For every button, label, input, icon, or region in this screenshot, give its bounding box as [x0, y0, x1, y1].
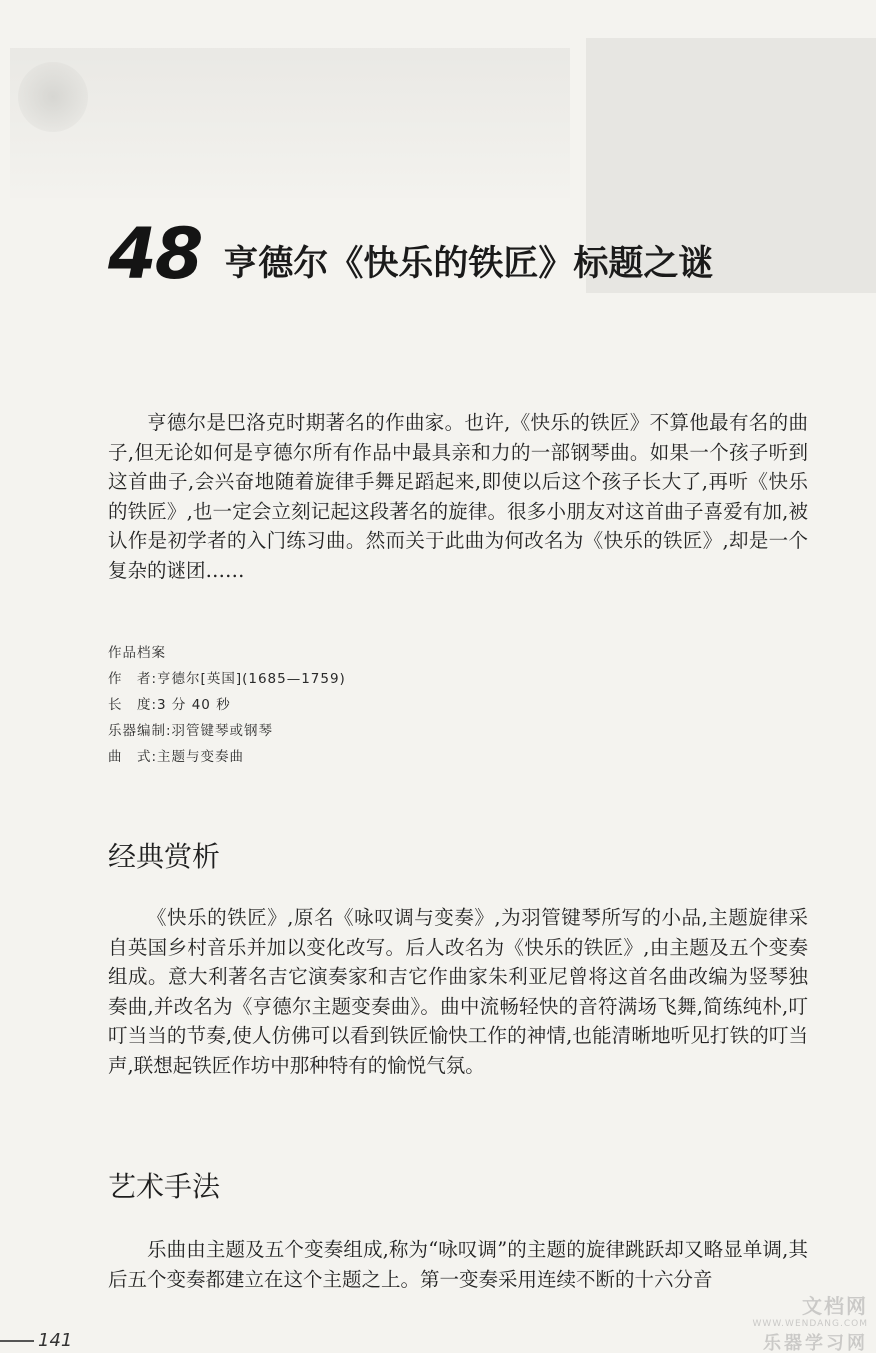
page-number-rule	[0, 1340, 34, 1342]
section-heading-appreciation: 经典赏析	[108, 840, 221, 873]
site-watermark	[693, 1290, 868, 1353]
work-profile	[108, 640, 346, 770]
watermark-subtitle: 乐器学习网	[763, 1333, 868, 1353]
watermark-logo: 文档网	[802, 1294, 868, 1318]
profile-duration: 长 度:3 分 40 秒	[108, 697, 231, 713]
chapter-title: 亨德尔《快乐的铁匠》标题之谜	[223, 244, 714, 284]
intro-paragraph: 亨德尔是巴洛克时期著名的作曲家。也许,《快乐的铁匠》不算他最有名的曲子,但无论如何是亨德尔所有作品中最具亲和力的一部钢琴曲。如果一个孩子听到这首曲子,会兴奋地随着旋律手舞足蹈起来,即使以后这个孩子长大了,再听《快乐的铁匠》,也一定会立刻记起这段著名的旋律。很多小朋友对这首曲子喜爱有加,被认作是初学者的入门练习曲。然而关于此曲为何改名为《快乐的铁匠》,却是一个复杂的谜团……	[108, 411, 808, 582]
chapter-number: 48	[108, 213, 202, 295]
profile-heading: 作品档案	[108, 645, 166, 661]
technique-paragraph: 乐曲由主题及五个变奏组成,称为“咏叹调”的主题的旋律跳跃却又略显单调,其后五个变奏都建立在这个主题之上。第一变奏采用连续不断的十六分音	[108, 1238, 808, 1291]
profile-instrumentation: 乐器编制:羽管键琴或钢琴	[108, 723, 274, 739]
sprig-ornament-icon	[18, 62, 88, 132]
chapter-title-row	[108, 213, 714, 295]
watermark-url: WWW.WENDANG.COM	[752, 1319, 868, 1329]
appreciation-paragraph: 《快乐的铁匠》,原名《咏叹调与变奏》,为羽管键琴所写的小品,主题旋律采自英国乡村音乐并加以变化改写。后人改名为《快乐的铁匠》,由主题及五个变奏组成。意大利著名吉它演奏家和吉它作曲家朱利亚尼曾将这首名曲改编为竖琴独奏曲,并改名为《亨德尔主题变奏曲》。曲中流畅轻快的音符满场飞舞,简练纯朴,叮叮当当的节奏,使人仿佛可以看到铁匠愉快工作的神情,也能清晰地听见打铁的叮当声,联想起铁匠作坊中那种特有的愉悦气氛。	[108, 906, 808, 1077]
profile-composer: 作 者:亨德尔[英国](1685—1759)	[108, 671, 346, 687]
page-number: 141	[38, 1330, 73, 1351]
profile-form: 曲 式:主题与变奏曲	[108, 749, 245, 765]
section-heading-technique: 艺术手法	[108, 1170, 221, 1203]
faded-header-band	[10, 48, 570, 198]
